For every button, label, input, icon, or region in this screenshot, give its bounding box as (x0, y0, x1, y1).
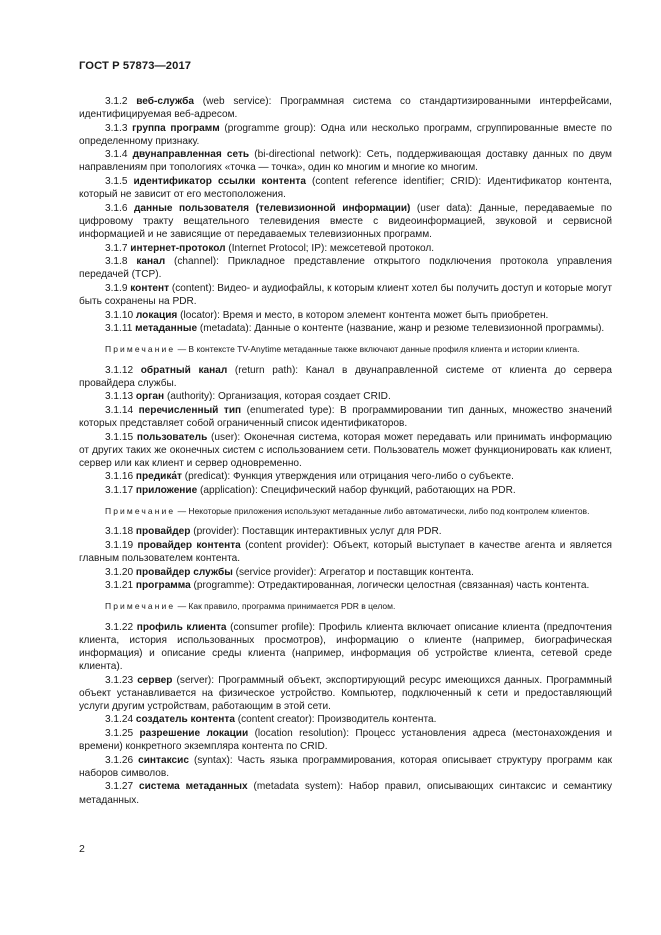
note (79, 505, 612, 517)
term-name: предика́т (135, 471, 182, 483)
term-definition (79, 404, 612, 430)
term-name: контент (130, 282, 170, 294)
term-name: идентификатор ссылки контента (133, 176, 306, 188)
term-definition (79, 242, 612, 255)
term-description: (content): Видео- и аудиофайлы, к которым клиент хотел бы получить доступ и которые могут быть сохранены на PDR. (79, 282, 612, 307)
term-number: 3.1.15 (105, 431, 134, 443)
term-description: (content reference identifier; CRID): Идентификатор контента, который не зависит от его местоположения. (79, 176, 612, 201)
term-definition (79, 539, 612, 565)
term-number: 3.1.4 (105, 149, 128, 161)
term-number: 3.1.9 (105, 282, 128, 294)
term-description: (enumerated type): В программировании тип данных, множество значений которых представляет собой ограниченный список идентификаторов. (79, 404, 612, 429)
term-number: 3.1.20 (105, 566, 134, 578)
term-description: (syntax): Часть языка программирования, которая описывает структуру программ как наборов символов. (79, 754, 612, 779)
term-number: 3.1.12 (105, 364, 134, 376)
term-number: 3.1.21 (105, 580, 134, 592)
term-definition (79, 309, 612, 322)
term-number: 3.1.11 (105, 323, 133, 335)
term-name: сервер (137, 674, 173, 686)
term-number: 3.1.2 (105, 96, 128, 107)
term-name: приложение (135, 484, 198, 496)
term-description: (programme group): Одна или несколько программ, сгруппированные вместе по определенному признаку. (79, 122, 612, 147)
term-number: 3.1.24 (105, 714, 134, 726)
term-description: (metadata): Данные о контенте (название, жанр и резюме телевизионной программы). (197, 323, 605, 335)
term-definition (79, 621, 612, 673)
term-name: пользователь (136, 431, 208, 443)
term-definition (79, 674, 612, 713)
term-definition (79, 202, 612, 241)
term-name: разрешение локации (139, 728, 249, 740)
note (79, 600, 612, 612)
term-name: веб-служба (136, 96, 194, 107)
term-description: (consumer profile): Профиль клиента включает описание клиента (предпочтения клиента, история использованных просмотров), информацию о клиенте (например, биографическая информация) и описание среды клиента (например, информация об устройстве клиента, сетевой среде клиента). (79, 621, 612, 673)
term-name: интернет-протокол (130, 242, 226, 254)
term-name: локация (135, 309, 178, 321)
term-description: (location resolution): Процесс установления адреса (местонахождения и времени) конкретного экземпляра контента по CRID. (79, 728, 612, 753)
term-number: 3.1.23 (105, 674, 134, 686)
term-description: (server): Программный объект, экспортирующий ресурс имеющихся данных. Программный объект устанавливается на физическое устройство. Компьютер, подключенный к сети и предоставляющий услуги другим устройствам, работающим в этой сети. (79, 674, 612, 712)
term-name: провайдер контента (137, 540, 241, 552)
term-number: 3.1.5 (105, 176, 128, 188)
term-number: 3.1.3 (105, 122, 128, 134)
term-name: двунаправленная сеть (132, 149, 250, 161)
term-name: перечисленный тип (138, 404, 242, 416)
note-label: Примечание (105, 506, 176, 517)
note-text: — Как правило, программа принимается PDR в целом. (175, 601, 396, 612)
term-definition (79, 484, 612, 497)
term-definition (79, 727, 612, 753)
term-name: система метаданных (138, 781, 248, 793)
term-description: (application): Специфический набор функций, работающих на PDR. (197, 484, 516, 496)
term-number: 3.1.19 (105, 540, 134, 552)
term-description: (content creator): Производитель контента. (234, 714, 437, 726)
term-name: канал (136, 256, 166, 268)
term-number: 3.1.17 (105, 484, 134, 496)
term-definition (79, 282, 612, 308)
term-number: 3.1.22 (105, 621, 134, 633)
term-name: орган (135, 391, 165, 403)
term-number: 3.1.7 (105, 242, 128, 254)
term-definition (79, 148, 612, 174)
term-definition (79, 579, 612, 592)
term-description: (web service): Программная система со стандартизированными интерфейсами, идентифицируемая веб-адресом. (79, 96, 612, 121)
term-number: 3.1.8 (105, 256, 128, 268)
term-description: (return path): Канал в двунаправленной системе от клиента до сервера провайдера службы. (79, 364, 612, 389)
definitions-list (79, 95, 612, 807)
note-text: — Некоторые приложения используют метаданные либо автоматически, либо под контролем клиентов. (175, 506, 590, 517)
term-name: синтаксис (138, 754, 189, 766)
term-definition (79, 525, 612, 538)
term-description: (content provider): Объект, который выступает в качестве агента и является главным пользователем контента. (79, 540, 612, 565)
term-description: (predicat): Функция утверждения или отрицания чего-либо о субъекте. (182, 471, 514, 483)
term-number: 3.1.10 (105, 309, 134, 321)
term-name: провайдер службы (135, 566, 233, 578)
note-label: Примечание (105, 344, 176, 355)
term-description: (authority): Организация, которая создает CRID. (164, 391, 391, 403)
term-definition (79, 255, 612, 281)
term-description: (locator): Время и место, в котором элемент контента может быть приобретен. (177, 309, 549, 321)
term-definition (79, 95, 612, 121)
term-definition (79, 470, 612, 483)
term-description: (programme): Отредактированная, логически целостная (связанная) часть контента. (190, 580, 590, 592)
term-definition (79, 780, 612, 806)
note (79, 343, 612, 355)
term-name: метаданные (135, 323, 198, 335)
term-name: группа программ (132, 122, 220, 134)
term-number: 3.1.16 (105, 471, 134, 483)
term-number: 3.1.6 (105, 202, 128, 214)
term-name: данные пользователя (телевизионной информации) (133, 202, 411, 214)
term-definition (79, 390, 612, 403)
term-definition (79, 754, 612, 780)
term-definition (79, 175, 612, 201)
term-description: (user data): Данные, передаваемые по цифровому тракту вещательного телевидения вместе с видеоинформацией, звуковой и сервисной информацией и не зависящие от передаваемых телевизионных программ. (79, 202, 613, 240)
term-name: провайдер (135, 526, 191, 538)
term-description: (channel): Прикладное представление открытого подключения протокола управления передачей (TCP). (79, 256, 612, 281)
term-description: (Internet Protocol; IP): межсетевой протокол. (225, 242, 435, 254)
term-definition (79, 364, 612, 390)
term-number: 3.1.13 (105, 391, 134, 403)
term-number: 3.1.14 (105, 404, 134, 416)
page-number: 2 (79, 843, 85, 855)
term-number: 3.1.26 (105, 754, 134, 766)
term-definition (79, 431, 612, 470)
document-header: ГОСТ Р 57873—2017 (79, 60, 192, 72)
term-name: обратный канал (140, 364, 228, 376)
term-description: (metadata system): Набор правил, описывающих синтаксис и семантику метаданных. (79, 781, 613, 806)
note-label: Примечание (105, 601, 176, 612)
term-number: 3.1.25 (105, 728, 134, 740)
term-description: (provider): Поставщик интерактивных услуг для PDR. (190, 526, 442, 538)
term-name: программа (135, 580, 191, 592)
term-name: профиль клиента (136, 621, 227, 633)
term-definition (79, 566, 612, 579)
term-definition (79, 122, 612, 148)
term-name: создатель контента (135, 714, 235, 726)
term-definition (79, 713, 612, 726)
term-description: (bi-directional network): Сеть, поддерживающая доставку данных по двум направлениям при топологиях «точка — точка», один ко многим и многие ко многим. (79, 149, 612, 174)
term-description: (service provider): Агрегатор и поставщик контента. (232, 566, 474, 578)
term-description: (user): Оконечная система, которая может передавать или принимать информацию от других таких же оконечных систем с использованием сети. Пользователь может функционировать как клиент, сервер или как клиент и сервер одновременно. (79, 431, 612, 469)
term-number: 3.1.27 (105, 781, 134, 793)
term-number: 3.1.18 (105, 526, 134, 538)
note-text: — В контексте TV-Anytime метаданные также включают данные профиля клиента и истории клиента. (175, 344, 580, 355)
term-definition (79, 322, 612, 335)
